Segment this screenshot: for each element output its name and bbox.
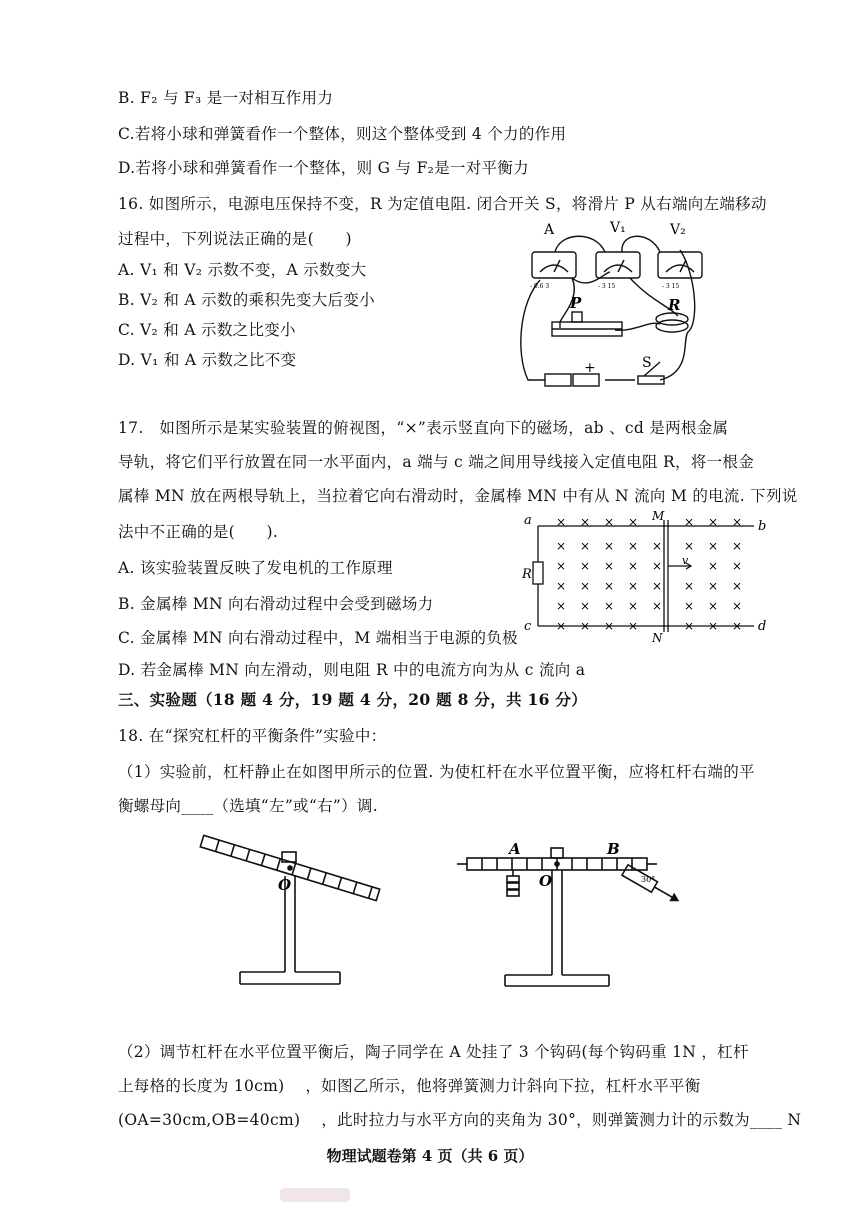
q18-part1-line2: 衡螺母向____（选填“左”或“右”）调. bbox=[118, 797, 378, 815]
field-cross: × bbox=[628, 539, 639, 553]
q16-scale-ammeter: - 0.6 3 bbox=[530, 283, 550, 290]
lever-b-point-b-label: B bbox=[607, 840, 620, 858]
lever-tick bbox=[261, 854, 265, 865]
q16-option-c: C. V₂ 和 A 示数之比变小 bbox=[118, 321, 296, 339]
q17-label-d: d bbox=[758, 619, 767, 634]
lever-tick bbox=[323, 873, 327, 884]
field-cross: × bbox=[732, 559, 743, 573]
field-cross: × bbox=[652, 579, 663, 593]
q16-label-v1: V₁ bbox=[610, 220, 626, 236]
field-cross: × bbox=[556, 599, 567, 613]
field-cross: × bbox=[708, 579, 719, 593]
q17-option-a: A. 该实验装置反映了发电机的工作原理 bbox=[118, 559, 393, 577]
lever-tick bbox=[369, 887, 373, 898]
field-cross: × bbox=[556, 515, 567, 529]
field-cross: × bbox=[604, 515, 615, 529]
lever-tick bbox=[353, 882, 357, 893]
q16-label-switch: S bbox=[642, 355, 652, 371]
lever-tick bbox=[231, 845, 235, 856]
lever-figure-b bbox=[455, 840, 685, 1005]
q16-label-plus: + bbox=[584, 360, 596, 376]
field-cross: × bbox=[580, 559, 591, 573]
lever-b-point-a-label: A bbox=[509, 840, 521, 858]
field-cross: × bbox=[628, 559, 639, 573]
q16-label-ammeter: A bbox=[544, 222, 555, 238]
q18-part2-line2: 上每格的长度为 10cm) ，如图乙所示，他将弹簧测力计斜向下拉，杠杆水平平衡 bbox=[118, 1077, 701, 1095]
q17-label-n: N bbox=[652, 631, 663, 645]
q16-circuit-figure bbox=[510, 212, 710, 397]
field-cross: × bbox=[684, 599, 695, 613]
field-cross: × bbox=[604, 559, 615, 573]
lever-tick bbox=[216, 840, 220, 851]
field-cross: × bbox=[556, 539, 567, 553]
field-cross: × bbox=[604, 619, 615, 633]
field-cross: × bbox=[732, 619, 743, 633]
q17-option-d: D. 若金属棒 MN 向左滑动，则电阻 R 中的电流方向为从 c 流向 a bbox=[118, 661, 586, 679]
q17-label-m: M bbox=[652, 509, 665, 523]
q17-label-r: R bbox=[522, 567, 532, 582]
field-cross: × bbox=[684, 579, 695, 593]
lever-b-pivot-label: O bbox=[539, 872, 553, 890]
field-cross: × bbox=[684, 539, 695, 553]
q17-field-figure bbox=[522, 508, 770, 648]
field-cross: × bbox=[732, 599, 743, 613]
q18-part1-line1: （1）实验前，杠杆静止在如图甲所示的位置. 为使杠杆在水平位置平衡，应将杠杆右端的平 bbox=[118, 763, 755, 781]
q17-option-c: C. 金属棒 MN 向右滑动过程中，M 端相当于电源的负极 bbox=[118, 629, 518, 647]
q16-option-b: B. V₂ 和 A 示数的乘积先变大后变小 bbox=[118, 291, 375, 309]
field-cross: × bbox=[708, 559, 719, 573]
q17-option-b: B. 金属棒 MN 向右滑动过程中会受到磁场力 bbox=[118, 595, 434, 613]
q15-option-b: B. F₂ 与 F₃ 是一对相互作用力 bbox=[118, 89, 334, 107]
lever-figure-a bbox=[190, 832, 400, 1002]
field-cross: × bbox=[652, 599, 663, 613]
q16-label-slider: P bbox=[570, 294, 582, 312]
lever-tick bbox=[338, 877, 342, 888]
field-cross: × bbox=[604, 599, 615, 613]
field-cross: × bbox=[580, 599, 591, 613]
field-cross: × bbox=[580, 515, 591, 529]
q18-stem: 18. 在“探究杠杆的平衡条件”实验中： bbox=[118, 727, 387, 745]
field-cross: × bbox=[732, 515, 743, 529]
q17-label-v: v bbox=[682, 554, 689, 567]
field-cross: × bbox=[628, 515, 639, 529]
q17-label-b: b bbox=[758, 519, 767, 534]
field-cross: × bbox=[732, 539, 743, 553]
field-cross: × bbox=[628, 619, 639, 633]
q16-stem-line1: 16. 如图所示，电源电压保持不变，R 为定值电阻. 闭合开关 S，将滑片 P 从右端向左端移动 bbox=[118, 195, 767, 213]
field-cross: × bbox=[708, 619, 719, 633]
q17-label-a: a bbox=[524, 513, 532, 528]
q16-option-a: A. V₁ 和 V₂ 示数不变，A 示数变大 bbox=[118, 261, 367, 279]
q16-label-v2: V₂ bbox=[670, 222, 686, 238]
q15-option-d: D.若将小球和弹簧看作一个整体，则 G 与 F₂是一对平衡力 bbox=[118, 159, 529, 177]
q18-part2-line1: （2）调节杠杆在水平位置平衡后，陶子同学在 A 处挂了 3 个钩码(每个钩码重 1N ，杠杆 bbox=[118, 1043, 749, 1061]
section-3-title: 三、实验题（18 题 4 分，19 题 4 分，20 题 8 分，共 16 分） bbox=[118, 690, 587, 709]
field-cross: × bbox=[628, 599, 639, 613]
q16-stem-line2: 过程中，下列说法正确的是( ) bbox=[118, 230, 352, 248]
field-cross: × bbox=[556, 579, 567, 593]
q16-label-resistor: R bbox=[668, 296, 681, 314]
field-cross: × bbox=[708, 515, 719, 529]
q16-scale-v1: - 3 15 bbox=[598, 283, 616, 290]
q17-label-c: c bbox=[524, 619, 532, 634]
q17-stem-line4: 法中不正确的是( ). bbox=[118, 523, 279, 541]
scan-mark bbox=[280, 1188, 350, 1202]
q18-part2-line3: (OA=30cm,OB=40cm) ，此时拉力与水平方向的夹角为 30°，则弹簧测力计的示数为____ N bbox=[118, 1111, 802, 1129]
field-cross: × bbox=[708, 539, 719, 553]
field-cross: × bbox=[556, 559, 567, 573]
field-cross: × bbox=[604, 539, 615, 553]
lever-a-pivot-label: O bbox=[278, 876, 292, 894]
field-cross: × bbox=[684, 619, 695, 633]
q17-stem-line1: 17. 如图所示是某实验装置的俯视图，“×”表示竖直向下的磁场，ab 、cd 是两根金属 bbox=[118, 419, 729, 437]
q16-option-d: D. V₁ 和 A 示数之比不变 bbox=[118, 351, 297, 369]
lever-tick bbox=[246, 849, 250, 860]
field-cross: × bbox=[580, 539, 591, 553]
field-cross: × bbox=[556, 619, 567, 633]
field-cross: × bbox=[580, 579, 591, 593]
q15-option-c: C.若将小球和弹簧看作一个整体，则这个整体受到 4 个力的作用 bbox=[118, 125, 567, 143]
q17-stem-line2: 导轨，将它们平行放置在同一水平面内，a 端与 c 端之间用导线接入定值电阻 R，将一根金 bbox=[118, 453, 755, 471]
lever-tick bbox=[307, 868, 311, 879]
lever-tick bbox=[292, 863, 296, 874]
field-cross: × bbox=[604, 579, 615, 593]
field-cross: × bbox=[580, 619, 591, 633]
magnetic-field-crosses bbox=[556, 515, 742, 633]
field-cross: × bbox=[652, 559, 663, 573]
q17-stem-line3: 属棒 MN 放在两根导轨上，当拉着它向右滑动时，金属棒 MN 中有从 N 流向 M 的电流. 下列说 bbox=[118, 487, 798, 505]
field-cross: × bbox=[652, 539, 663, 553]
field-cross: × bbox=[708, 599, 719, 613]
lever-tick bbox=[277, 859, 281, 870]
page-footer: 物理试题卷第 4 页（共 6 页） bbox=[326, 1147, 534, 1165]
field-cross: × bbox=[628, 579, 639, 593]
lever-b-angle-label: 30° bbox=[641, 875, 656, 884]
field-cross: × bbox=[732, 579, 743, 593]
field-cross: × bbox=[684, 515, 695, 529]
q16-scale-v2: - 3 15 bbox=[662, 283, 680, 290]
